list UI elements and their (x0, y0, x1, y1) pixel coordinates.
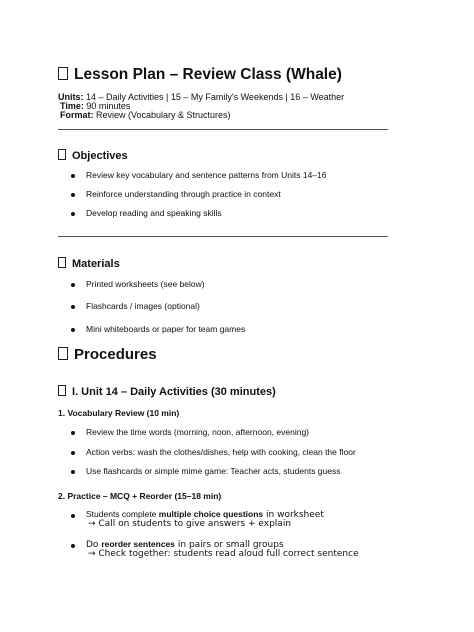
divider (58, 129, 388, 130)
objectives-heading-text: Objectives (72, 150, 128, 162)
materials-heading-text: Materials (72, 258, 120, 270)
item-text: Do (86, 540, 102, 550)
list-item: Review key vocabulary and sentence patterns from Units 14–16 (86, 170, 327, 180)
checkbox-icon (58, 385, 66, 396)
time-label: Time: (60, 101, 84, 111)
list-item-subline: → Check together: students read aloud full correct sentence (88, 549, 359, 559)
time-value: 90 minutes (83, 101, 131, 111)
list-item: Reinforce understanding through practice in context (86, 189, 281, 199)
bullet-icon (71, 451, 75, 455)
list-item-subline: → Call on students to give answers + explain (88, 519, 292, 529)
bullet-icon (71, 544, 75, 548)
bullet-icon (71, 514, 75, 518)
item-text: in worksheet (263, 510, 324, 520)
bullet-icon (71, 305, 75, 309)
checkbox-icon (58, 257, 66, 268)
list-item: Review the time words (morning, noon, afternoon, evening) (86, 427, 310, 437)
format-value: Review (Vocabulary & Structures) (93, 110, 231, 120)
checkbox-icon (58, 67, 68, 80)
procedures-heading (58, 346, 157, 363)
units-label: Units: (58, 92, 84, 102)
meta-format (60, 109, 231, 121)
divider (58, 236, 388, 237)
format-label: Format: (60, 110, 94, 120)
section1-heading-text: I. Unit 14 – Daily Activities (30 minutes) (72, 386, 276, 398)
units-value: 14 – Daily Activities | 15 – My Family's Weekends | 16 – Weather (83, 92, 345, 102)
title-text: Lesson Plan – Review Class (Whale) (74, 66, 342, 83)
list-item: Flashcards / images (optional) (86, 301, 200, 311)
page-title (58, 66, 342, 84)
item-text: Students complete (86, 509, 159, 519)
bullet-icon (71, 431, 75, 435)
step1-heading: 1. Vocabulary Review (10 min) (58, 408, 180, 418)
checkbox-icon (58, 347, 68, 360)
item-bold-text: multiple choice questions (158, 509, 264, 519)
list-item: Develop reading and speaking skills (86, 208, 222, 218)
list-item: Use flashcards or simple mime game: Teacher acts, students guess (86, 466, 341, 476)
list-item: Mini whiteboards or paper for team games (86, 324, 246, 334)
procedures-heading-text: Procedures (74, 346, 157, 363)
step2-heading: 2. Practice – MCQ + Reorder (15–18 min) (58, 491, 222, 501)
bullet-icon (71, 212, 75, 216)
section1-heading (58, 385, 276, 398)
list-item: Action verbs: wash the clothes/dishes, help with cooking, clean the floor (86, 447, 356, 457)
item-bold-text: reorder sentences (101, 539, 176, 549)
item-text: in pairs or small groups (175, 540, 284, 550)
bullet-icon (71, 174, 75, 178)
materials-heading (58, 257, 120, 270)
list-item: Printed worksheets (see below) (86, 279, 205, 289)
bullet-icon (71, 193, 75, 197)
bullet-icon (71, 328, 75, 332)
checkbox-icon (58, 149, 66, 160)
objectives-heading (58, 149, 128, 162)
bullet-icon (71, 283, 75, 287)
bullet-icon (71, 470, 75, 474)
